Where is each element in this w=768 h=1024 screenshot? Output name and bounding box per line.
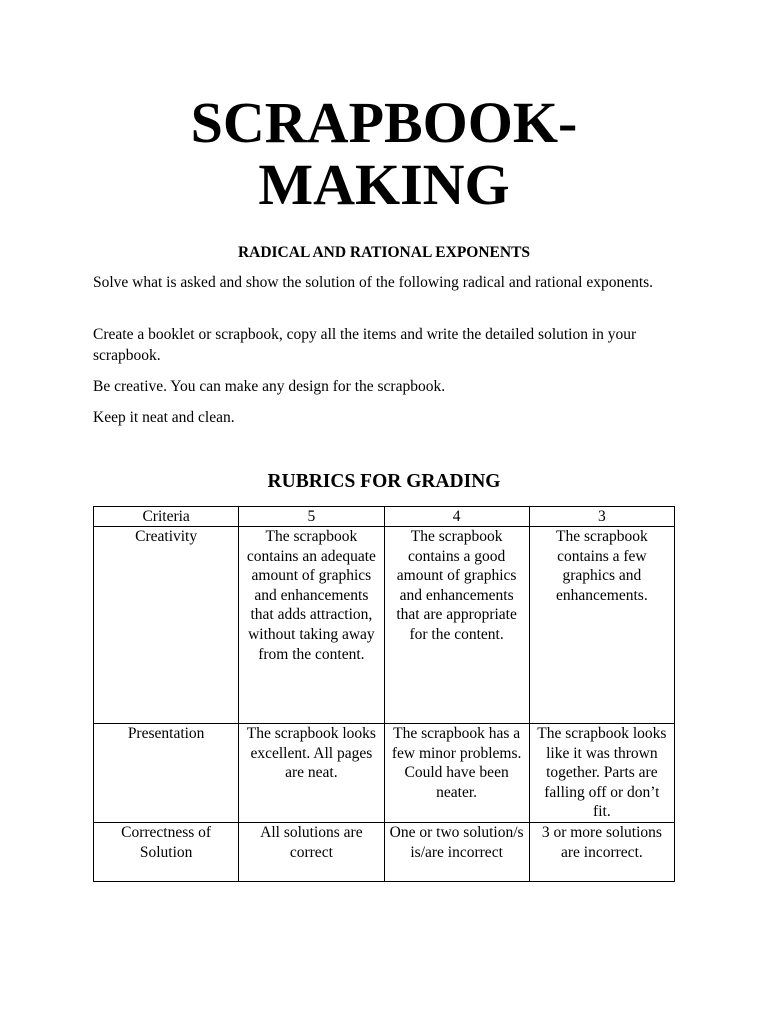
score-3-cell: The scrapbook looks like it was thrown together. Parts are falling off or don’t fit. — [529, 724, 674, 823]
table-row — [94, 527, 675, 724]
header-cell-score-3: 3 — [529, 507, 674, 527]
score-3-cell: 3 or more solutions are incorrect. — [529, 822, 674, 881]
header-cell-score-5: 5 — [239, 507, 384, 527]
instruction-paragraph: Be creative. You can make any design for the scrapbook. — [93, 378, 446, 395]
instruction-paragraph: Keep it neat and clean. — [93, 409, 235, 426]
criteria-cell: Correctness of Solution — [94, 822, 239, 881]
rubric-table — [93, 506, 675, 882]
table-row — [94, 724, 675, 823]
score-4-cell: The scrapbook contains a good amount of graphics and enhancements that are appropriate for the content. — [384, 527, 529, 724]
score-5-cell: The scrapbook contains an adequate amount of graphics and enhancements that adds attraction, without taking away from the content. — [239, 527, 384, 724]
criteria-cell: Presentation — [94, 724, 239, 823]
criteria-cell: Creativity — [94, 527, 239, 724]
rubric-heading: RUBRICS FOR GRADING — [267, 471, 501, 492]
table-row — [94, 822, 675, 881]
instruction-paragraph: Solve what is asked and show the solution of the following radical and rational exponents. — [93, 274, 654, 291]
score-3-cell: The scrapbook contains a few graphics and enhancements. — [529, 527, 674, 724]
header-cell-score-4: 4 — [384, 507, 529, 527]
document-subtitle: RADICAL AND RATIONAL EXPONENTS — [237, 244, 531, 261]
score-5-cell: All solutions are correct — [239, 822, 384, 881]
score-4-cell: The scrapbook has a few minor problems. Could have been neater. — [384, 724, 529, 823]
table-header-row — [94, 507, 675, 527]
instruction-paragraph: Create a booklet or scrapbook, copy all the items and write the detailed solution in your scrapbook. — [93, 326, 637, 364]
score-5-cell: The scrapbook looks excellent. All pages are neat. — [239, 724, 384, 823]
title-line-1: SCRAPBOOK- — [190, 90, 578, 155]
document-title — [0, 92, 768, 216]
score-4-cell: One or two solution/s is/are incorrect — [384, 822, 529, 881]
header-cell-criteria: Criteria — [94, 507, 239, 527]
title-line-2: MAKING — [258, 152, 510, 217]
